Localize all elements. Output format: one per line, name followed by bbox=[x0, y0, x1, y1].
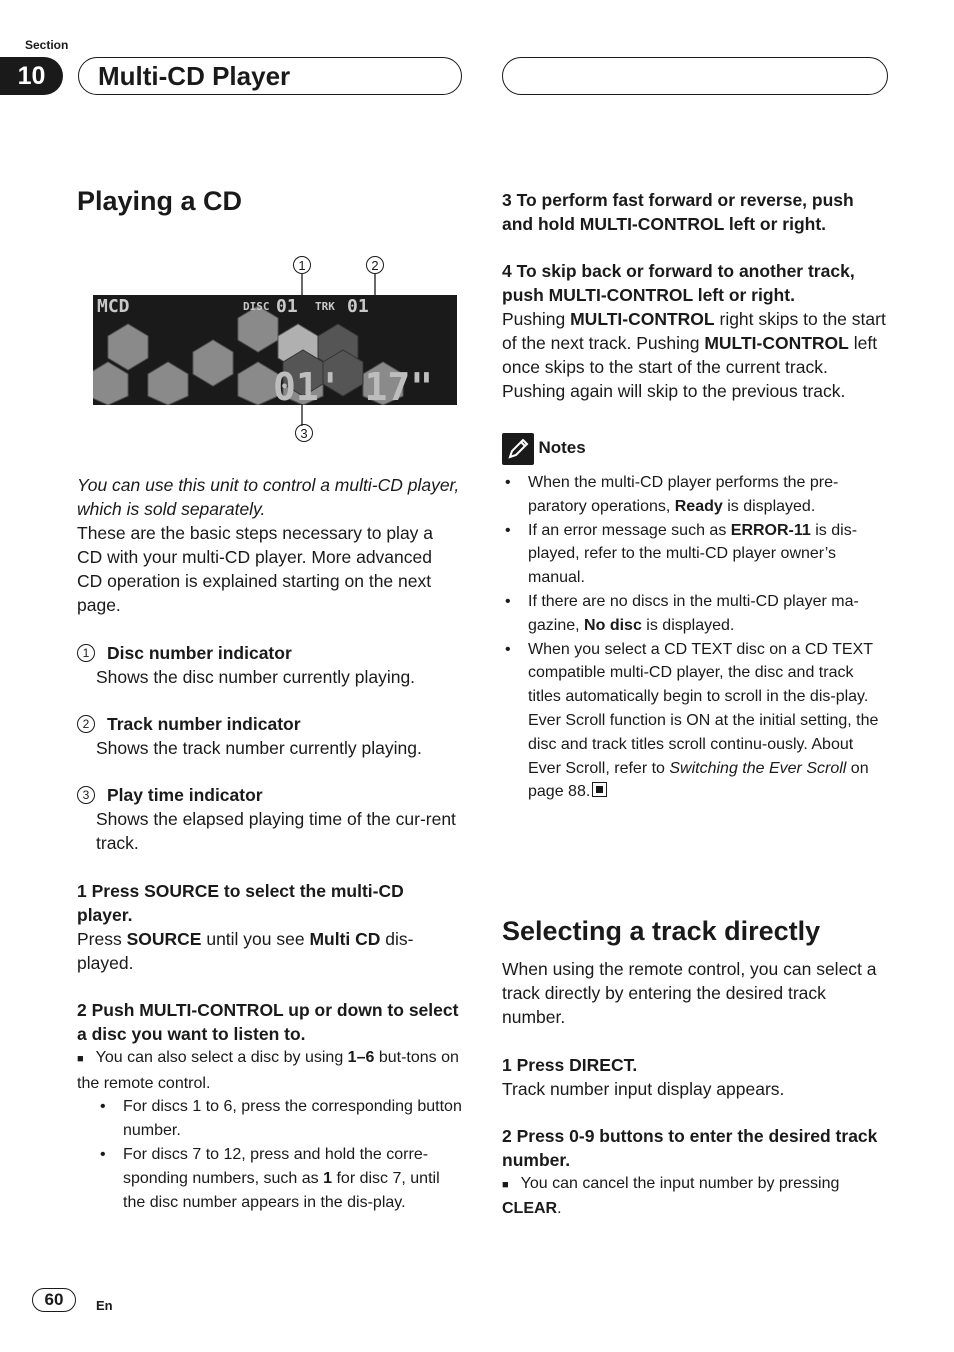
step-2 bbox=[77, 998, 462, 1215]
header-blank-frame bbox=[502, 57, 888, 95]
indicator-2 bbox=[77, 712, 462, 760]
direct-step-2 bbox=[502, 1124, 888, 1221]
intro-text: These are the basic steps necessary to play a CD with your multi-CD player. More advanced CD operation is explained starting on the next page. bbox=[77, 523, 434, 615]
note-1: • When the multi-CD player performs the pre-paratory operations, Ready is displayed. bbox=[502, 471, 888, 519]
right-body bbox=[502, 188, 888, 804]
note-3: • If there are no discs in the multi-CD player ma-gazine, No disc is displayed. bbox=[502, 590, 888, 638]
step-2-bullet-2: • For discs 7 to 12, press and hold the corre-sponding numbers, such as 1 for disc 7, until the disc number appears in the dis-play. bbox=[97, 1143, 462, 1215]
direct-step-2-note: ■ You can cancel the input number by pressing CLEAR. bbox=[502, 1175, 840, 1217]
section-heading-2: Selecting a track directly bbox=[502, 916, 821, 946]
step-2-bullet-1: • For discs 1 to 6, press the corresponding button number. bbox=[97, 1095, 462, 1143]
indicator-3 bbox=[77, 783, 462, 855]
intro-2: When using the remote control, you can select a track directly by entering the desired track number. bbox=[502, 959, 877, 1027]
indicator-2-number: 2 bbox=[77, 715, 95, 733]
note-2: • If an error message such as ERROR-11 is dis-played, refer to the multi-CD player owner’s manual. bbox=[502, 519, 888, 590]
step-2-bullets bbox=[77, 1095, 462, 1215]
display-disc-number: 01 bbox=[276, 296, 298, 317]
display-track-number: 01 bbox=[347, 296, 369, 317]
indicator-3-title: Play time indicator bbox=[107, 785, 263, 805]
direct-step-1-text: Track number input display appears. bbox=[502, 1079, 785, 1099]
step-4-title: 4 To skip back or forward to another track, push MULTI-CONTROL left or right. bbox=[502, 261, 855, 305]
left-body bbox=[77, 473, 462, 1215]
section-heading: Playing a CD bbox=[77, 186, 243, 216]
step-1-text: Press SOURCE until you see Multi CD dis-played. bbox=[77, 929, 414, 973]
step-4 bbox=[502, 259, 888, 403]
language-code: En bbox=[96, 1298, 113, 1313]
direct-step-1 bbox=[502, 1053, 888, 1101]
indicator-1-desc: Shows the disc number currently playing. bbox=[96, 667, 416, 687]
display-track-label: TRK bbox=[315, 300, 335, 313]
note-4: • When you select a CD TEXT disc on a CD TEXT compatible multi-CD player, the disc and track titles automatically begin to scroll in the dis-play. Ever Scroll function is ON at the initial setting, the disc and track titles scroll continu-ously. About Ever Scroll, refer to Switching the Ever Scroll on page 88. bbox=[502, 638, 888, 805]
callout-3-leader bbox=[301, 404, 303, 426]
section-number-badge: 10 bbox=[0, 57, 63, 95]
heading-selecting-track bbox=[502, 916, 820, 947]
indicator-3-desc: Shows the elapsed playing time of the cur-rent track. bbox=[96, 809, 456, 853]
step-4-text: Pushing MULTI-CONTROL right skips to the start of the next track. Pushing MULTI-CONTROL left once skips to the start of the current track. Pushing again will skip to the previous track. bbox=[502, 309, 886, 401]
page-title: Multi-CD Player bbox=[98, 61, 291, 91]
indicator-2-title: Track number indicator bbox=[107, 714, 301, 734]
display-play-time: 01' 17" bbox=[273, 365, 434, 405]
notes-block bbox=[502, 433, 888, 804]
section-label: Section bbox=[25, 38, 69, 52]
display-disc-label: DISC bbox=[243, 300, 270, 313]
step-1-title: 1 Press SOURCE to select the multi-CD player. bbox=[77, 881, 404, 925]
end-mark-icon bbox=[592, 782, 607, 797]
callout-1: 1 bbox=[293, 256, 311, 274]
direct-step-1-title: 1 Press DIRECT. bbox=[502, 1055, 638, 1075]
indicator-2-desc: Shows the track number currently playing. bbox=[96, 738, 422, 758]
notes-pencil-icon bbox=[502, 433, 534, 465]
step-2-note: ■ You can also select a disc by using 1–6 but-tons on the remote control. bbox=[77, 1049, 459, 1092]
heading-playing-a-cd bbox=[77, 186, 242, 217]
callout-3: 3 bbox=[295, 424, 313, 442]
intro-italic: You can use this unit to control a multi-CD player, which is sold separately. bbox=[77, 475, 460, 519]
page-number: 60 bbox=[32, 1288, 76, 1312]
indicator-1 bbox=[77, 641, 462, 689]
indicator-1-number: 1 bbox=[77, 644, 95, 662]
cd-display-illustration bbox=[93, 274, 457, 405]
step-1 bbox=[77, 879, 462, 975]
callout-2: 2 bbox=[366, 256, 384, 274]
display-mode-text: MCD bbox=[97, 296, 130, 317]
indicator-3-number: 3 bbox=[77, 786, 95, 804]
step-2-title: 2 Push MULTI-CONTROL up or down to select a disc you want to listen to. bbox=[77, 1000, 459, 1044]
right-body-2 bbox=[502, 957, 888, 1221]
step-3-title: 3 To perform fast forward or reverse, push and hold MULTI-CONTROL left or right. bbox=[502, 190, 854, 234]
indicator-1-title: Disc number indicator bbox=[107, 643, 292, 663]
direct-step-2-title: 2 Press 0-9 buttons to enter the desired track number. bbox=[502, 1126, 878, 1170]
notes-label: Notes bbox=[538, 438, 586, 458]
